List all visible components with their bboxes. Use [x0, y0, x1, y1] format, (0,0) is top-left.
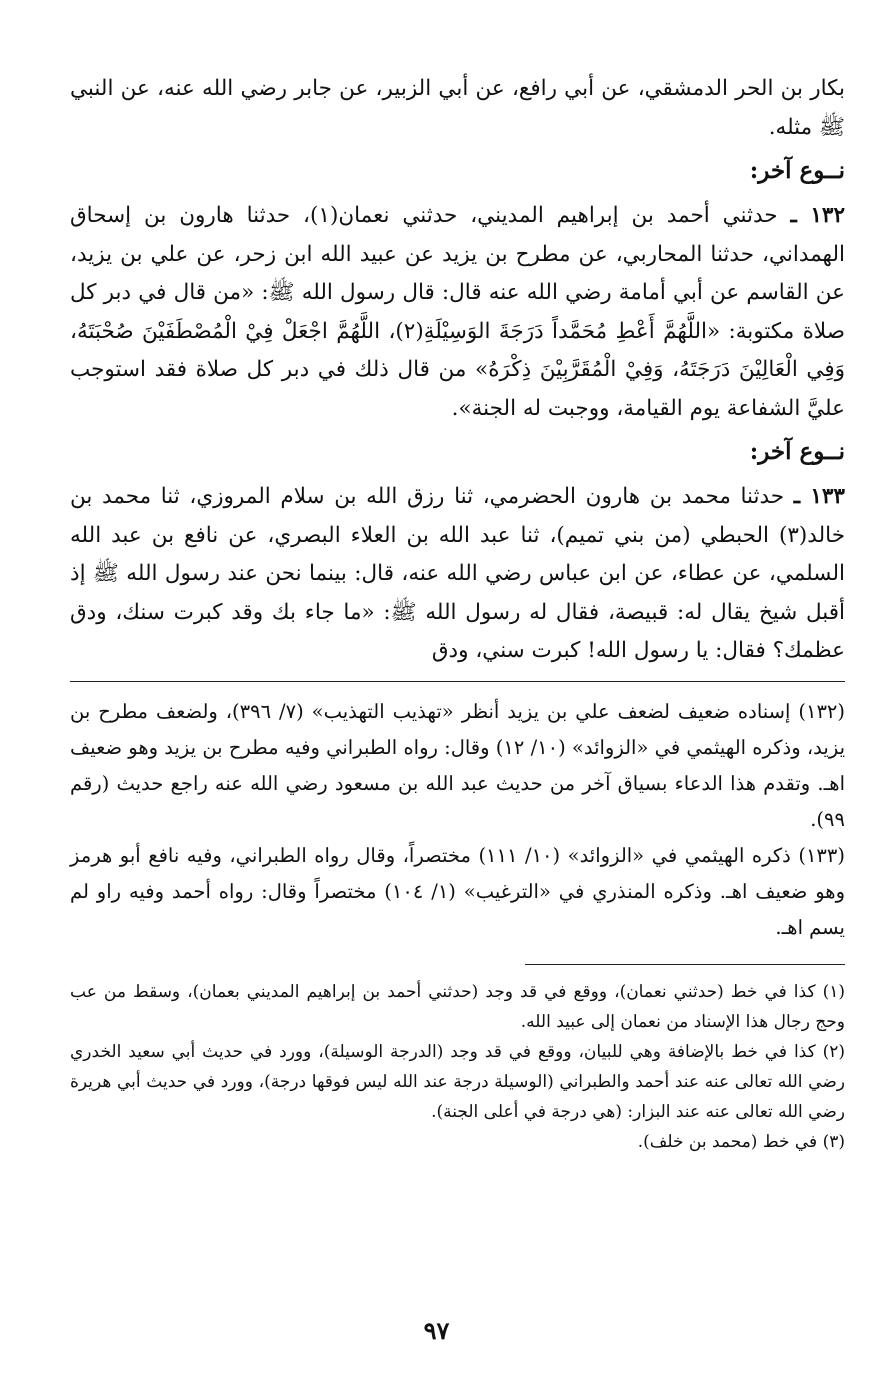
- note-text-133: ذكره الهيثمي في «الزوائد» (١٠/ ١١١) مختصراً، وقال رواه الطبراني، وفيه نافع أبو هرمز وهو ضعيف اهـ. وذكره المنذري في «الترغيب» (١/ ١٠٤) مختصراً وقال: رواه أحمد وفيه راو لم يسم اهـ.: [70, 843, 845, 939]
- hadith-number-132: ١٣٢ ـ: [790, 203, 845, 228]
- intro-paragraph: بكار بن الحر الدمشقي، عن أبي رافع، عن أبي الزبير، عن جابر رضي الله عنه، عن النبي ﷺ مثله.: [70, 76, 845, 140]
- hadith-number-133: ١٣٣ ـ: [793, 484, 845, 509]
- section-heading-2: نــوع آخر:: [749, 438, 845, 465]
- section-heading-1: نــوع آخر:: [749, 157, 845, 184]
- divider-rule: [70, 681, 845, 682]
- page-number: ٩٧: [423, 1316, 450, 1345]
- footnote-rule: [525, 964, 845, 965]
- footnote-2: (٢) كذا في خط بالإضافة وهي للبيان، ووقع في قد وجد (الدرجة الوسيلة)، وورد في حديث أبي سعيد الخدري رضي الله تعالى عنه عند أحمد والطبراني (الوسيلة درجة عند الله ليس فوقها درجة)، وورد في حديث أبي هريرة رضي الله تعالى عنه عند البزار: (هي درجة في أعلى الجنة).: [70, 1041, 845, 1122]
- note-132: [70, 694, 845, 838]
- commentary-notes: [70, 694, 845, 946]
- hadith-132: [70, 197, 845, 428]
- note-label-133: (١٣٣): [798, 843, 845, 867]
- main-text: [70, 70, 845, 671]
- note-133: [70, 838, 845, 946]
- hadith-text-132: حدثني أحمد بن إبراهيم المديني، حدثني نعمان(١)، حدثنا هارون بن إسحاق الهمداني، حدثنا المحاربي، عن مطرح بن يزيد عن عبيد الله ابن زحر، عن علي بن يزيد، عن القاسم عن أبي أمامة رضي الله عنه قال: قال رسول الله ﷺ: «من قال في دبر كل صلاة مكتوبة: «اللَّهُمَّ أَعْطِ مُحَمَّداً دَرَجَةَ الوَسِيْلَةِ(٢)، اللَّهُمَّ اجْعَلْ فِيْ الْمُصْطَفَيْنَ صُحْبَتَهُ، وَفِي الْعَالِيْنَ دَرَجَتَهُ، وَفِيْ الْمُقَرَّبِيْنَ ذِكْرَهُ» من قال ذلك في دبر كل صلاة فقد استوجب عليَّ الشفاعة يوم القيامة، ووجبت له الجنة».: [70, 203, 845, 421]
- note-text-132: إسناده ضعيف لضعف علي بن يزيد أنظر «تهذيب التهذيب» (٧/ ٣٩٦)، ولضعف مطرح بن يزيد، وذكره الهيثمي في «الزوائد» (١٠/ ١٢) وقال: رواه الطبراني وفيه مطرح بن يزيد وهو ضعيف اهـ. وتقدم هذا الدعاء بسياق آخر من حديث عبد الله بن مسعود رضي الله عنه راجع حديث (رقم ٩٩).: [70, 699, 846, 831]
- footnote-1: (١) كذا في خط (حدثني نعمان)، ووقع في قد وجد (حدثني أحمد بن إبراهيم المديني بعمان)، وسقط من عب وحج رجال هذا الإسناد من نعمان إلى عبيد الله.: [70, 981, 845, 1032]
- note-label-132: (١٣٢): [798, 699, 845, 723]
- hadith-133: [70, 478, 845, 671]
- footnote-3: (٣) في خط (محمد بن خلف).: [637, 1131, 845, 1152]
- hadith-text-133: حدثنا محمد بن هارون الحضرمي، ثنا رزق الله بن سلام المروزي، ثنا محمد بن خالد(٣) الحبطي (من بني تميم)، ثنا عبد الله بن العلاء البصري، عن نافع بن عبد الله السلمي، عن عطاء، عن ابن عباس رضي الله عنه، قال: بينما نحن عند رسول الله ﷺ إذ أقبل شيخ يقال له: قبيصة، فقال له رسول الله ﷺ: «ما جاء بك وقد كبرت سنك، ودق عظمك؟ فقال: يا رسول الله! كبرت سني، ودق: [70, 484, 845, 663]
- footnotes: [70, 977, 845, 1157]
